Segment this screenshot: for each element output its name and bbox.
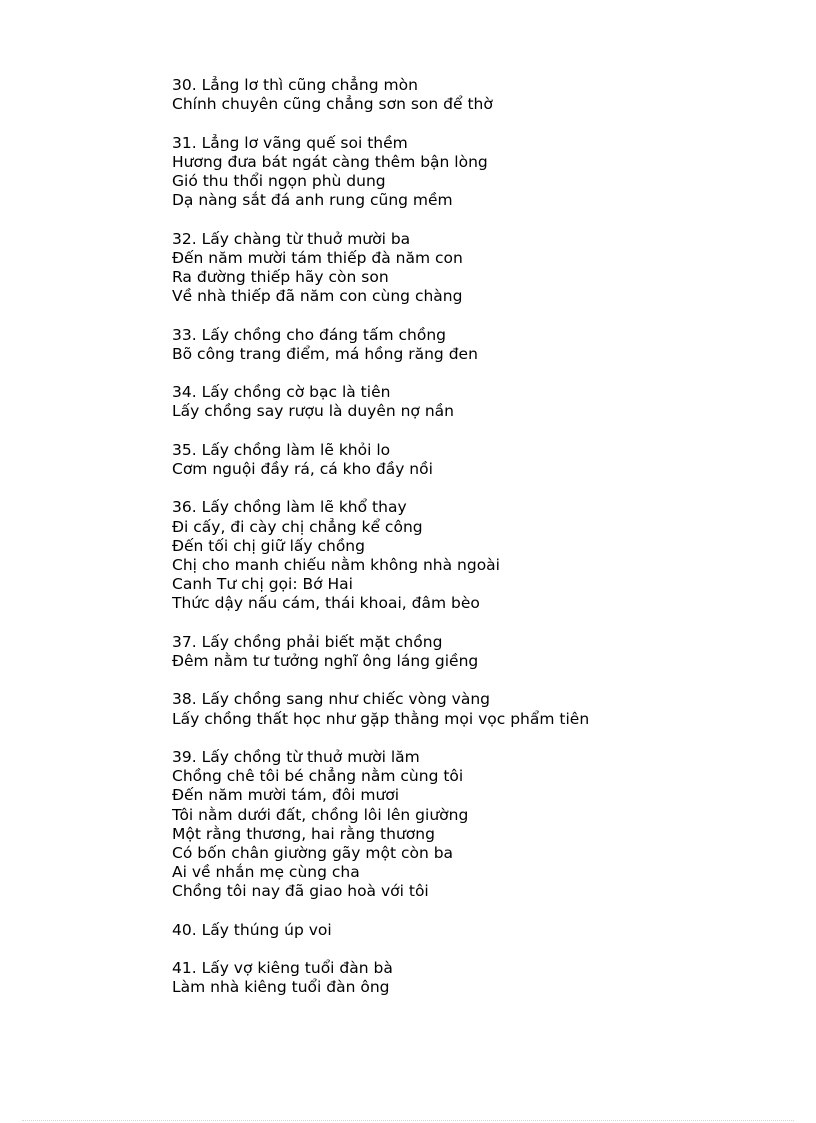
stanza-35	[172, 441, 772, 479]
verse-line: 41. Lấy vợ kiêng tuổi đàn bà	[172, 959, 393, 978]
stanza-30	[172, 76, 772, 114]
verse-line: 32. Lấy chàng từ thuở mười ba	[172, 229, 411, 248]
verse-line: Có bốn chân giường gãy một còn ba	[172, 843, 454, 862]
poem-body	[172, 76, 772, 1017]
verse-line: Chính chuyên cũng chẳng sơn son để thờ	[172, 95, 493, 114]
verse-line: Bõ công trang điểm, má hồng răng đen	[172, 344, 478, 363]
stanza-41	[172, 959, 772, 997]
verse-line: Lấy chồng thất học như gặp thằng mọi vọc phẩm tiên	[172, 709, 590, 728]
verse-line: 39. Lấy chồng từ thuở mười lăm	[172, 747, 420, 766]
stanza-32	[172, 230, 772, 307]
verse-line: Ai về nhắn mẹ cùng cha	[172, 863, 360, 882]
verse-line: Chị cho manh chiếu nằm không nhà ngoài	[172, 555, 500, 574]
verse-line: Ra đường thiếp hãy còn son	[172, 268, 389, 286]
verse-line: Đến năm mười tám thiếp đà năm con	[172, 248, 463, 267]
verse-line: Đến tối chị giữ lấy chồng	[172, 536, 365, 555]
stanza-36	[172, 498, 772, 613]
stanza-39	[172, 748, 772, 902]
verse-line: Đến năm mười tám, đôi mươi	[172, 786, 400, 805]
verse-line: 35. Lấy chồng làm lẽ khỏi lo	[172, 440, 391, 459]
verse-line: Chồng tôi nay đã giao hoà với tôi	[172, 882, 429, 901]
verse-line: Cơm nguội đầy rá, cá kho đầy nồi	[172, 459, 433, 478]
verse-line: Tôi nằm dưới đất, chồng lôi lên giường	[172, 805, 469, 824]
stanza-37	[172, 633, 772, 671]
verse-line: Canh Tư chị gọi: Bớ Hai	[172, 575, 353, 594]
verse-line: 33. Lấy chồng cho đáng tấm chồng	[172, 325, 447, 344]
verse-line: 36. Lấy chồng làm lẽ khổ thay	[172, 498, 407, 517]
verse-line: 38. Lấy chồng sang như chiếc vòng vàng	[172, 690, 491, 709]
verse-line: Gió thu thổi ngọn phù dung	[172, 172, 386, 190]
stanza-33	[172, 326, 772, 364]
page-bottom-divider	[22, 1120, 794, 1121]
verse-line: Hương đưa bát ngát càng thêm bận lòng	[172, 152, 488, 171]
stanza-40	[172, 921, 772, 940]
verse-line: 30. Lẳng lơ thì cũng chẳng mòn	[172, 76, 418, 94]
stanza-38	[172, 690, 772, 728]
verse-line: Thức dậy nấu cám, thái khoai, đâm bèo	[172, 594, 480, 613]
verse-line: Một rằng thương, hai rằng thương	[172, 824, 435, 843]
verse-line: Dạ nàng sắt đá anh rung cũng mềm	[172, 191, 453, 210]
verse-line: Đêm nằm tư tưởng nghĩ ông láng giềng	[172, 651, 479, 670]
verse-line: 34. Lấy chồng cờ bạc là tiên	[172, 383, 391, 402]
verse-line: Chồng chê tôi bé chẳng nằm cùng tôi	[172, 767, 464, 786]
verse-line: Lấy chồng say rượu là duyên nợ nần	[172, 402, 454, 421]
verse-line: 40. Lấy thúng úp voi	[172, 920, 332, 939]
verse-line: Đi cấy, đi cày chị chẳng kể công	[172, 517, 423, 536]
stanza-34	[172, 383, 772, 421]
verse-line: 37. Lấy chồng phải biết mặt chồng	[172, 632, 443, 651]
verse-line: Về nhà thiếp đã năm con cùng chàng	[172, 287, 463, 306]
verse-line: 31. Lẳng lơ vãng quế soi thềm	[172, 133, 408, 152]
verse-line: Làm nhà kiêng tuổi đàn ông	[172, 978, 390, 997]
stanza-31	[172, 134, 772, 211]
